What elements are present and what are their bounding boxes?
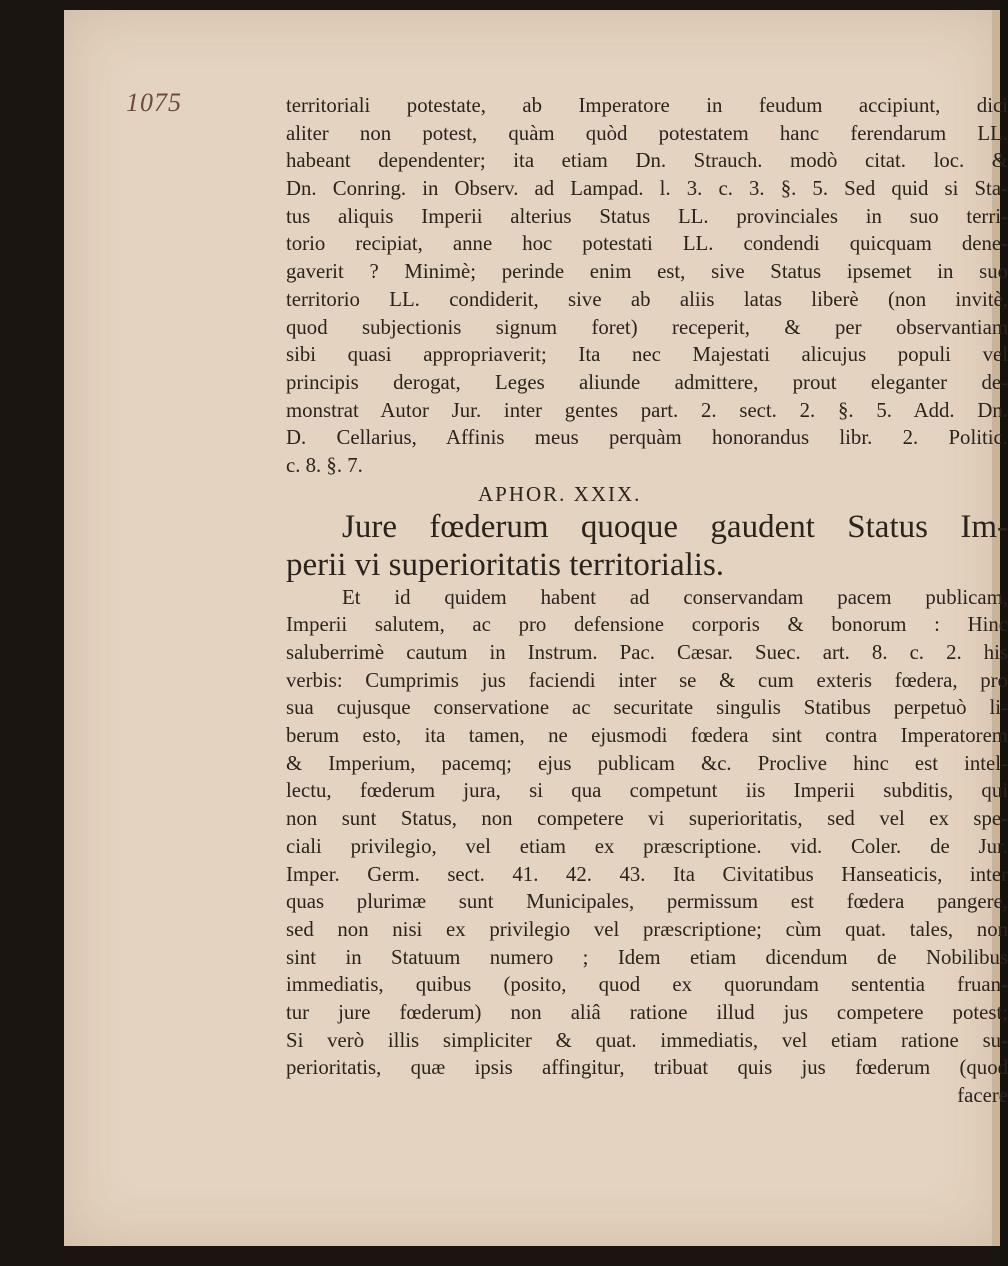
paragraph-1 <box>286 92 1008 480</box>
text-line: sint in Statuum numero ; Idem etiam dicendum de Nobilibus <box>286 945 1008 969</box>
paragraph-2 <box>286 584 1008 1110</box>
text-line: saluberrimè cautum in Instrum. Pac. Cæsar. Suec. art. 8. c. 2. his <box>286 641 1008 664</box>
text-line: quas plurimæ sunt Municipales, permissum est fœdera pangere, <box>286 890 1008 914</box>
text-line: D. Cellarius, Affinis meus perquàm honorandus libr. 2. Politic. <box>286 426 1008 450</box>
text-line: gaverit ? Minimè; perinde enim est, sive Status ipsemet in suo <box>286 260 1008 284</box>
text-line: Si verò illis simpliciter & quat. immediatis, vel etiam ratione su- <box>286 1028 1008 1052</box>
text-line: sua cujusque conservatione ac securitate singulis Statibus perpetuò li- <box>286 696 1008 720</box>
text-line: verbis: Cumprimis jus faciendi inter se & cum exteris fœdera, pro <box>286 668 1008 692</box>
text-line: territorio LL. condiderit, sive ab aliis latas liberè (non invitè, <box>286 287 1008 311</box>
aphorism-line: perii vi superioritatis territorialis. <box>286 546 725 583</box>
text-line: Imperii salutem, ac pro defensione corporis & bonorum : Hinc <box>286 613 1008 637</box>
text-line: sed non nisi ex privilegio vel præscriptione; cùm quat. tales, non <box>286 917 1008 941</box>
text-line: sibi quasi appropriaverit; Ita nec Majestati alicujus populi vel <box>286 343 1008 367</box>
text-line: immediatis, quibus (posito, quod ex quorundam sententia fruan- <box>286 973 1008 997</box>
margin-annotation: 1075 <box>126 88 182 117</box>
text-line: lectu, fœderum jura, si qua competunt iis Imperii subditis, qui <box>286 779 1008 803</box>
book-page <box>64 10 1008 1246</box>
text-line: aliter non potest, quàm quòd potestatem hanc ferendarum LL. <box>286 121 1008 145</box>
text-line: Dn. Conring. in Observ. ad Lampad. l. 3. c. 3. §. 5. Sed quid si Sta- <box>286 177 1008 201</box>
aphorism-statement <box>286 508 1008 584</box>
text-line: non sunt Status, non competere vi superioritatis, sed vel ex spe- <box>286 807 1008 831</box>
text-line: quod subjectionis signum foret) receperit, & per observantiam <box>286 315 1008 339</box>
text-line: perioritatis, quæ ipsis affingitur, tribuat quis jus fœderum (quod <box>286 1056 1008 1080</box>
catchword: facere <box>957 1084 1008 1107</box>
text-line: Imper. Germ. sect. 41. 42. 43. Ita Civitatibus Hanseaticis, inter <box>286 862 1008 886</box>
text-line: c. 8. §. 7. <box>286 453 363 477</box>
text-line: monstrat Autor Jur. inter gentes part. 2. sect. 2. §. 5. Add. Dn. <box>286 398 1008 422</box>
text-line: tus aliquis Imperii alterius Status LL. provinciales in suo terri- <box>286 204 1008 228</box>
text-line: Et id quidem habent ad conservandam pacem publicam, <box>342 585 1008 609</box>
text-line: habeant dependenter; ita etiam Dn. Strauch. modò citat. loc. & <box>286 149 1008 173</box>
text-line: principis derogat, Leges aliunde admittere, prout eleganter de- <box>286 370 1008 394</box>
text-line: torio recipiat, anne hoc potestati LL. condendi quicquam dene- <box>286 232 1008 256</box>
text-line: berum esto, ita tamen, ne ejusmodi fœdera sint contra Imperatorem <box>286 724 1008 748</box>
aphorism-heading: APHOR. XXIX. <box>478 481 642 506</box>
text-line: territoriali potestate, ab Imperatore in feudum accipiunt, dici <box>286 94 1008 117</box>
page-text-block <box>286 92 1008 1110</box>
text-line: ciali privilegio, vel etiam ex præscriptione. vid. Coler. de Jur. <box>286 834 1008 858</box>
text-line: tur jure fœderum) non aliâ ratione illud jus competere potest; <box>286 1000 1008 1024</box>
text-line: & Imperium, pacemq; ejus publicam &c. Proclive hinc est intel- <box>286 751 1008 775</box>
aphorism-line: Jure fœderum quoque gaudent Status Im- <box>342 508 1008 545</box>
